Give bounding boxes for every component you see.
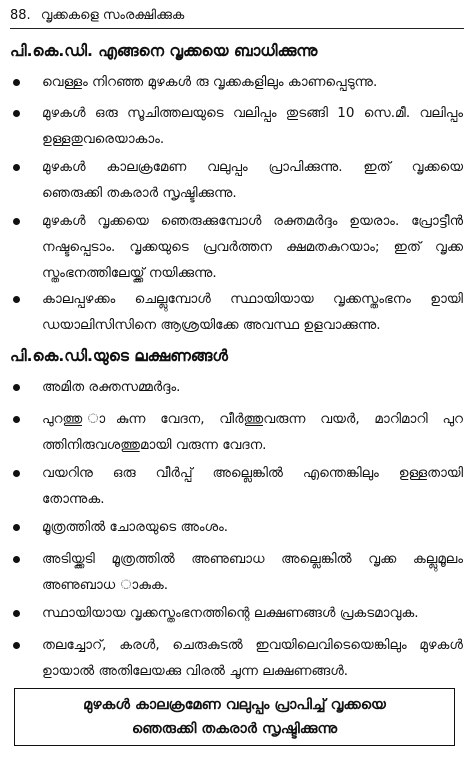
book-title: വൃക്കകളെ സംരക്ഷിക്കുക (40, 8, 185, 23)
bullet-dot (13, 524, 20, 531)
bullet-dot (13, 218, 20, 225)
bullet-dot (13, 79, 20, 86)
bullet-dot (13, 296, 20, 303)
bullet-text-line: മുഴകൾ കാലക്രമേണ വലുപ്പം പ്രാപിക്കുന്നു. ഇത് വൃക്കയെ (42, 159, 463, 175)
bullet-text-line: അമിത രക്തസമ്മർദ്ദം. (42, 379, 181, 395)
running-header (10, 6, 464, 29)
bullet-text-line: അണുബാധ ാകുക. (42, 577, 169, 593)
bullet-dot (13, 384, 20, 391)
bullet-dot (13, 556, 20, 563)
bullet-text-line: തലച്ചോറ്, കരൾ, ചെരുകുടൽ ഇവയിലെവിടെയെങ്കിലും മുഴകൾ (42, 637, 463, 653)
bullet-text-line: ഉായാൽ അതിലേയക്കു വിരൽ ചൂന്ന ലക്ഷണങ്ങൾ. (42, 663, 349, 679)
bullet-dot (13, 164, 20, 171)
summary-callout-box (14, 688, 455, 746)
bullet-dot (13, 610, 20, 617)
bullet-text-line: തോന്നുക. (42, 491, 105, 507)
bullet-dot (13, 642, 20, 649)
bullet-dot (13, 110, 20, 117)
bullet-text-line: ത്തിനിരുവശത്തുമായി വരുന്ന വേദന. (42, 437, 267, 453)
bullet-text-line: അടിയ്ക്കടി മൂത്രത്തിൽ അണുബാധ അല്ലെങ്കിൽ വൃക്ക കല്ലുമൂലം (42, 551, 463, 567)
bullet-text-line: വയറിനു ഒരു വീർപ്പ് അല്ലെങ്കിൽ എന്തെങ്കിലും ഉള്ളതായി (42, 465, 463, 481)
bullet-text-line: നഷ്ടപ്പെടാം. വൃക്കയുടെ പ്രവർത്തന ക്ഷമതകുറയാം; ഇത് വൃക്ക (42, 239, 463, 255)
bullet-text-line: മൂത്രത്തിൽ ചോരയുടെ അംശം. (42, 519, 229, 535)
bullet-dot (13, 416, 20, 423)
bullet-text-line: ഞെരുക്കി തകരാർ സൃഷ്ടിക്കുന്നു. (42, 185, 237, 201)
section-heading-how-pkd-affects-kidney: പി.കെ.ഡി. എങ്ങനെ വൃക്കയെ ബാധിക്കുന്നു (10, 42, 318, 60)
bullet-text-line: വെള്ളം നിറഞ്ഞ മുഴകൾ രു വൃക്കകളിലും കാണപ്പെടുന്നു. (42, 74, 378, 90)
bullet-text-line: സ്തംഭനത്തിലേയ്ക്ക് നയിക്കുന്നു. (42, 265, 217, 281)
bullet-dot (13, 470, 20, 477)
page-number: 88. (10, 8, 31, 23)
callout-line-2: ഞെരുക്കി തകരാർ സൃഷ്ടിക്കുന്നു (131, 721, 338, 737)
bullet-text-line: ഡയാലിസിസിനെ ആശ്രയിക്കേ അവസ്ഥ ഉളവാക്കുന്നു. (42, 317, 381, 333)
bullet-text-line: കാലപ്പഴക്കം ചെല്ലുമ്പോൾ സ്ഥായിയായ വൃക്കസ്തംഭനം ഉായി (42, 291, 463, 307)
bullet-text-line: സ്ഥായിയായ വൃക്കസ്തംഭനത്തിന്റെ ലക്ഷണങ്ങൾ പ്രകടമാവുക. (42, 605, 419, 621)
bullet-text-line: മുഴകൾ വൃക്കയെ ഞെരുക്കുമ്പോൾ രക്തമർദ്ദം ഉയരാം. പ്രോട്ടീൻ (42, 213, 463, 229)
bullet-text-line: ഉള്ളതുവരെയാകാം. (42, 131, 165, 147)
bullet-text-line: പുറത്തു ാകുന്ന വേദന, വീർത്തുവരുന്ന വയർ, മാറിമാറി പുറ (42, 411, 463, 427)
section-heading-pkd-symptoms: പി.കെ.ഡി.യുടെ ലക്ഷണങ്ങൾ (10, 347, 228, 365)
bullet-text-line: മുഴകൾ ഒരു സൂചിത്തലയുടെ വലിപ്പം തുടങ്ങി 10 സെ.മീ. വലിപ്പം (42, 105, 463, 121)
callout-line-1: മുഴകൾ കാലക്രമേണ വലുപ്പം പ്രാപിച്ച് വൃക്കയെ (83, 697, 386, 713)
